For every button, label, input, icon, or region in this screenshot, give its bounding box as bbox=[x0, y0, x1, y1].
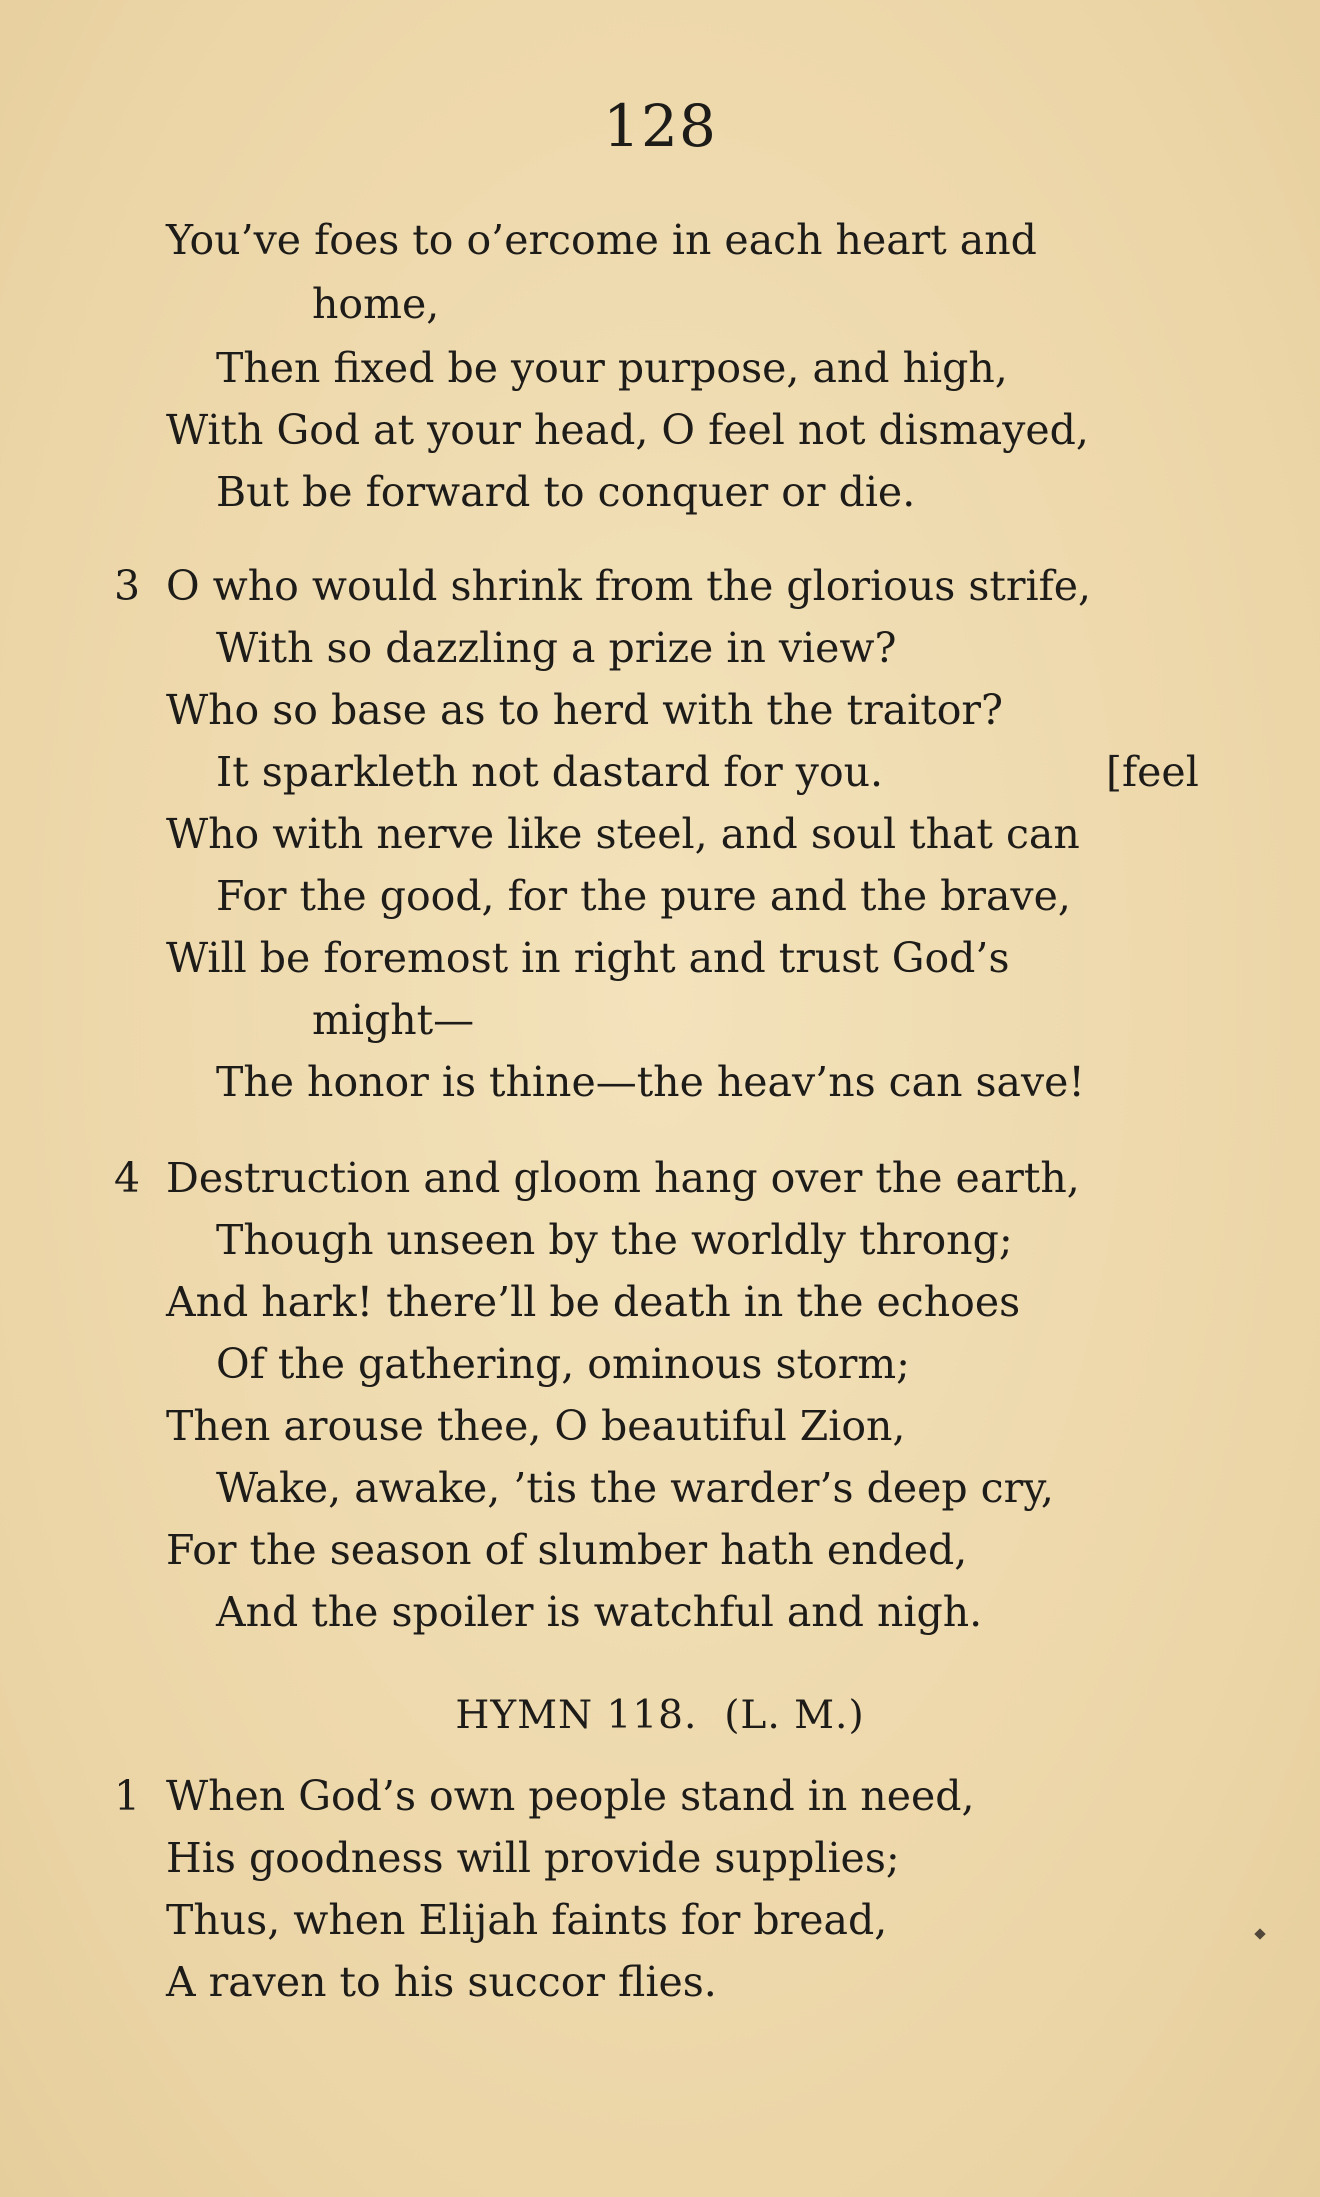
verse-line: With so dazzling a prize in view? bbox=[216, 624, 897, 672]
verse-line: Wake, awake, ’tis the warder’s deep cry, bbox=[216, 1464, 1054, 1512]
verse-line: With God at your head, O feel not dismayed, bbox=[166, 406, 1089, 454]
ink-speck-mark bbox=[1254, 1928, 1265, 1939]
verse-line: For the good, for the pure and the brave, bbox=[216, 872, 1071, 920]
verse-line: Who so base as to herd with the traitor? bbox=[166, 686, 1003, 734]
verse-line: It sparkleth not dastard for you. bbox=[216, 748, 884, 796]
verse-line: Thus, when Elijah faints for bread, bbox=[166, 1896, 888, 1944]
verse-line: Will be foremost in right and trust God’s bbox=[166, 934, 1010, 982]
hymn-title: HYMN 118. bbox=[455, 1693, 698, 1738]
verse-line: His goodness will provide supplies; bbox=[166, 1834, 900, 1882]
verse-line: Who with nerve like steel, and soul that can bbox=[166, 810, 1080, 858]
verse-line: Then arouse thee, O beautiful Zion, bbox=[166, 1402, 906, 1450]
verse-number: 4 bbox=[114, 1154, 141, 1202]
verse-line: O who would shrink from the glorious strife, bbox=[166, 562, 1092, 610]
turnover-bracket: [feel bbox=[1106, 748, 1199, 796]
verse-number: 1 bbox=[114, 1772, 141, 1820]
verse-number: 3 bbox=[114, 562, 141, 610]
verse-line: When God’s own people stand in need, bbox=[166, 1772, 975, 1820]
verse-line: A raven to his succor flies. bbox=[166, 1958, 717, 2006]
verse-line: And hark! there’ll be death in the echoes bbox=[166, 1278, 1021, 1326]
verse-line: home, bbox=[312, 280, 440, 328]
page-number: 128 bbox=[603, 92, 717, 160]
verse-line: The honor is thine—the heav’ns can save! bbox=[216, 1058, 1085, 1106]
verse-line: Then fixed be your purpose, and high, bbox=[216, 344, 1008, 392]
verse-line: For the season of slumber hath ended, bbox=[166, 1526, 968, 1574]
verse-line: And the spoiler is watchful and nigh. bbox=[216, 1588, 983, 1636]
verse-line: But be forward to conquer or die. bbox=[216, 468, 916, 516]
verse-line: Destruction and gloom hang over the earth, bbox=[166, 1154, 1080, 1202]
hymn-meter: (L. M.) bbox=[724, 1693, 865, 1738]
hymn-heading bbox=[0, 1693, 1320, 1738]
verse-line: might— bbox=[312, 996, 475, 1044]
verse-line: Of the gathering, ominous storm; bbox=[216, 1340, 910, 1388]
verse-line: You’ve foes to o’ercome in each heart and bbox=[166, 216, 1037, 264]
verse-line: Though unseen by the worldly throng; bbox=[216, 1216, 1013, 1264]
